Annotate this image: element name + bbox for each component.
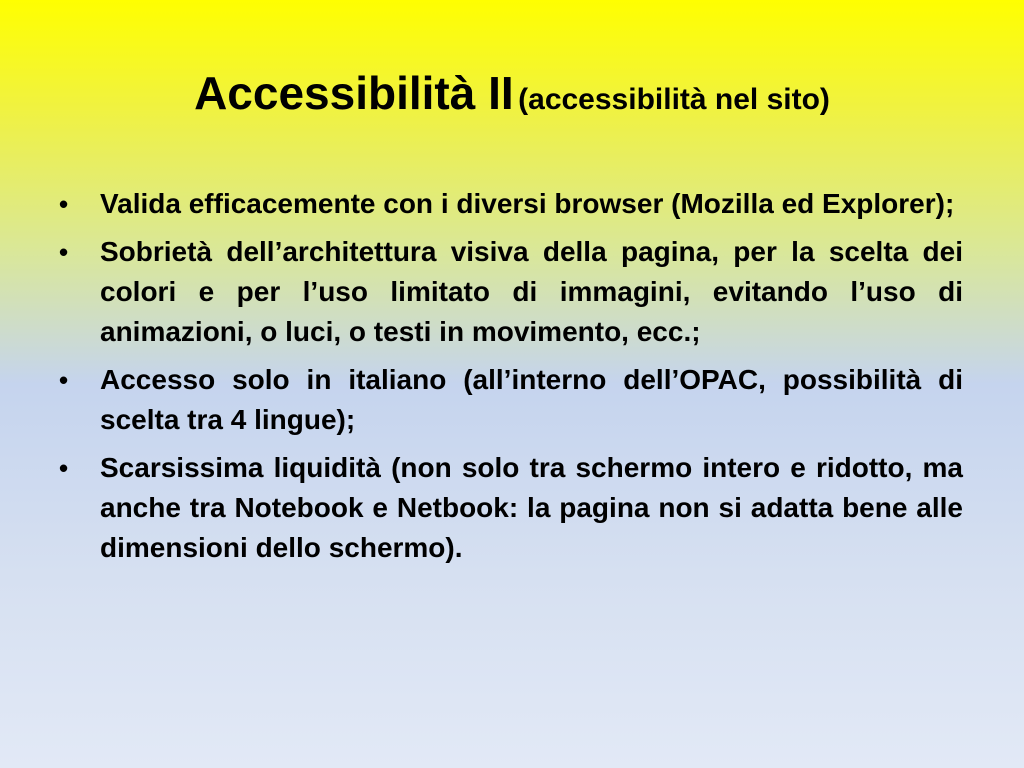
bullet-text: Valida efficacemente con i diversi browser (Mozilla ed Explorer);	[100, 188, 955, 219]
bullet-icon: •	[59, 365, 69, 395]
slide-title	[0, 66, 1024, 120]
bullet-text: Scarsissima liquidità (non solo tra schermo intero e ridotto, ma anche tra Notebook e Netbook: la pagina non si adatta bene alle dimensioni dello schermo).	[100, 452, 963, 563]
bullet-item-sobriety	[55, 232, 963, 352]
bullet-icon: •	[59, 189, 69, 219]
bullet-item-browsers	[55, 184, 963, 224]
bullet-list	[55, 184, 963, 576]
title-subtitle: (accessibilità nel sito)	[518, 83, 830, 116]
bullet-text: Sobrietà dell’architettura visiva della pagina, per la scelta dei colori e per l’uso limitato di immagini, evitando l’uso di animazioni, o luci, o testi in movimento, ecc.;	[100, 236, 963, 347]
title-main: Accessibilità II	[194, 67, 514, 119]
bullet-icon: •	[59, 237, 69, 267]
bullet-icon: •	[59, 453, 69, 483]
bullet-item-liquidity	[55, 448, 963, 568]
bullet-item-language	[55, 360, 963, 440]
bullet-text: Accesso solo in italiano (all’interno dell’OPAC, possibilità di scelta tra 4 lingue);	[100, 364, 963, 435]
